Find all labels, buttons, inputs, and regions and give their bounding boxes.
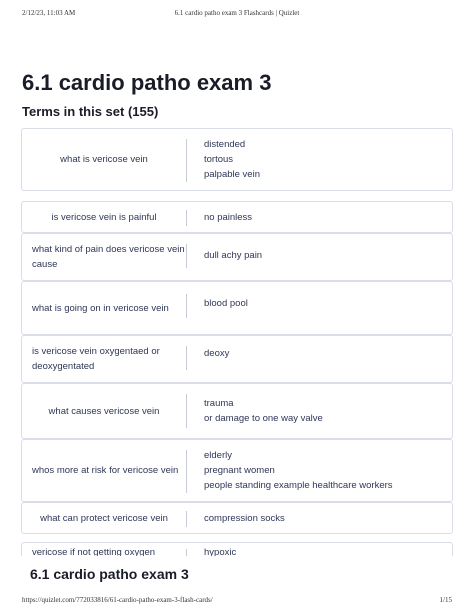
card-definition — [204, 202, 444, 232]
flashcard[interactable] — [21, 383, 453, 439]
card-term: what is going on in vericose vein — [32, 302, 169, 314]
card-divider — [186, 346, 187, 370]
card-divider — [186, 394, 187, 428]
set-title: 6.1 cardio patho exam 3 — [22, 70, 272, 95]
card-term — [22, 543, 186, 556]
card-divider — [186, 450, 187, 493]
definition-line: dull achy pain — [204, 250, 263, 261]
card-definition — [204, 384, 444, 438]
card-term-text: vericose if not getting oxygen — [32, 547, 156, 556]
definition-line: compression socks — [204, 512, 285, 524]
flashcard[interactable] — [21, 335, 453, 383]
card-definition — [204, 336, 444, 382]
flashcard[interactable] — [21, 233, 453, 281]
card-term: whos more at risk for vericose vein — [32, 465, 179, 476]
card-term: what can protect vericose vein — [40, 512, 168, 524]
definition-line: blood pool — [204, 298, 248, 309]
card-term: what causes vericose vein — [48, 405, 160, 417]
card-term: is vericose vein is painful — [51, 211, 157, 223]
card-term: is vericose vein oxygentaed or deoxygentated — [32, 346, 160, 372]
flashcard[interactable] — [21, 281, 453, 335]
flashcard[interactable] — [21, 201, 453, 233]
definition-line: hypoxic — [204, 547, 237, 556]
definition-line: elderly — [204, 450, 232, 461]
card-term: what is vericose vein — [60, 154, 148, 165]
card-definition — [204, 543, 444, 556]
flashcard-list — [21, 128, 453, 556]
card-divider — [186, 549, 187, 556]
print-footer — [22, 596, 452, 608]
card-term: what kind of pain does vericose vein cause — [32, 244, 185, 270]
card-definition — [204, 129, 444, 190]
print-datetime: 2/12/23, 11:03 AM — [22, 9, 76, 17]
flashcard[interactable] — [21, 542, 453, 556]
definition-line: deoxy — [204, 348, 230, 359]
definition-line: or damage to one way valve — [204, 413, 323, 424]
print-header — [22, 9, 452, 21]
card-divider — [186, 244, 187, 268]
flashcard[interactable] — [21, 439, 453, 502]
definition-line: pregnant women — [204, 465, 275, 476]
print-url: https://quizlet.com/772033816/61-cardio-patho-exam-3-flash-cards/ — [22, 596, 213, 604]
flashcard[interactable] — [21, 502, 453, 534]
flashcard[interactable] — [21, 128, 453, 191]
card-definition — [204, 503, 444, 533]
card-divider — [186, 210, 187, 226]
card-divider — [186, 294, 187, 318]
card-definition — [204, 234, 444, 280]
print-page-number: 1/15 — [439, 596, 452, 604]
card-definition — [204, 440, 444, 501]
card-divider — [186, 511, 187, 527]
definition-line: people standing example healthcare workers — [204, 480, 393, 491]
definition-line: palpable vein — [204, 169, 260, 180]
definition-line: distended — [204, 139, 246, 150]
card-definition — [204, 282, 444, 334]
definition-line: trauma — [204, 398, 234, 409]
definition-line: no painless — [204, 211, 253, 223]
print-page-title: 6.1 cardio patho exam 3 Flashcards | Quizlet — [174, 9, 300, 17]
card-divider — [186, 139, 187, 182]
terms-heading: Terms in this set (155) — [22, 104, 159, 119]
definition-line: tortous — [204, 154, 234, 165]
sticky-set-title: 6.1 cardio patho exam 3 — [30, 566, 189, 582]
